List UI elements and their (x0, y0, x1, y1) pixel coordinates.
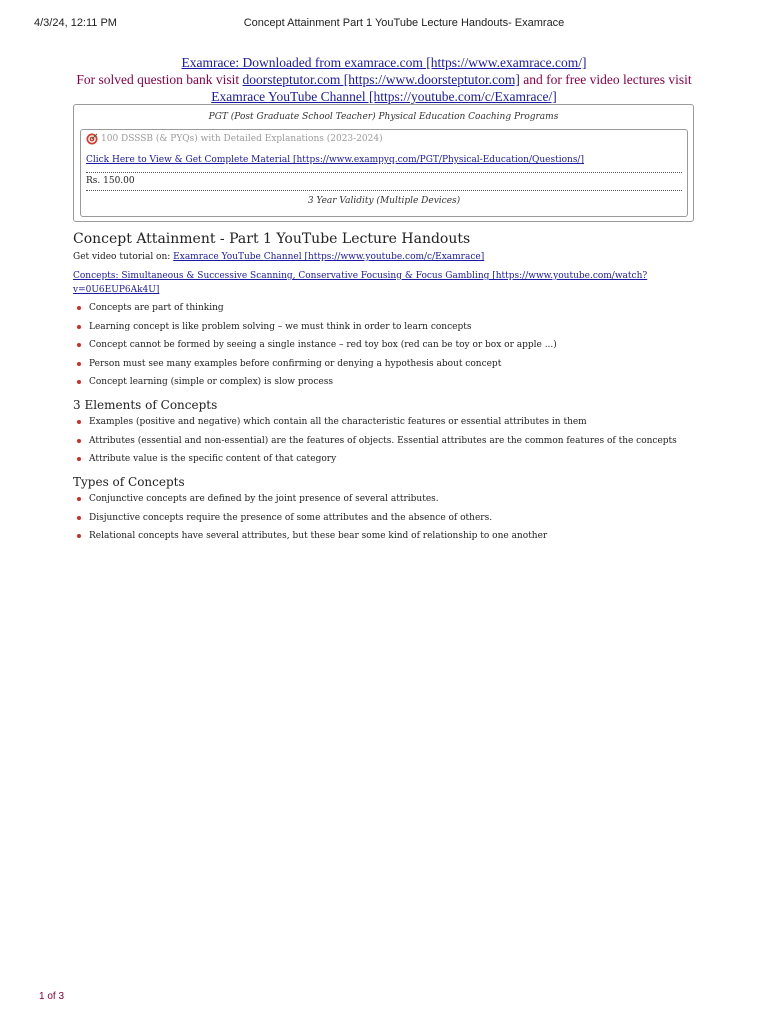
section-heading: Types of Concepts (73, 475, 185, 489)
bullet-icon (77, 497, 81, 501)
concepts-video-link[interactable] (73, 271, 647, 295)
examrace-link[interactable]: Examrace: Downloaded from examrace.com [https://www.examrace.com/] (181, 55, 587, 70)
bullet-icon (77, 516, 81, 520)
bullet-icon (77, 362, 81, 366)
list-item: Learning concept is like problem solving – we must think in order to learn concepts (73, 321, 693, 333)
bullet-icon (77, 343, 81, 347)
list-item: Conjunctive concepts are defined by the joint presence of several attributes. (73, 493, 693, 505)
section-heading: 3 Elements of Concepts (73, 398, 218, 412)
types-list (73, 493, 693, 542)
concepts-link-part2: v=0U6EUP6Ak4U] (73, 285, 160, 295)
youtube-channel-link[interactable]: Examrace YouTube Channel [https://youtube.com/c/Examrace/] (211, 89, 557, 104)
bullet-icon (77, 439, 81, 443)
price: Rs. 150.00 (86, 176, 135, 186)
target-icon (86, 133, 98, 145)
print-title: Concept Attainment Part 1 YouTube Lecture Handouts- Examrace (243, 17, 565, 29)
intro-list (73, 302, 693, 388)
doorsteptutor-link[interactable]: doorsteptutor.com [https://www.doorsteptutor.com] (242, 72, 520, 87)
promo-prefix: For solved question bank visit (76, 72, 243, 87)
bullet-icon (77, 380, 81, 384)
product-card (80, 129, 688, 217)
elements-list (73, 416, 693, 465)
product-name: 100 DSSSB (& PYQs) with Detailed Explanations (2023-2024) (101, 134, 383, 144)
list-item: Relational concepts have several attributes, but these bear some kind of relationship to one another (73, 530, 693, 542)
divider (86, 190, 682, 191)
course-box (73, 104, 694, 222)
divider (86, 172, 682, 173)
print-header (34, 17, 734, 31)
concepts-link-part1: Concepts: Simultaneous & Successive Scanning, Conservative Focusing & Focus Gambling [https://www.youtube.com/watch? (73, 271, 648, 281)
list-item: Concept cannot be formed by seeing a single instance – red toy box (red can be toy or box or apple ...) (73, 339, 693, 351)
list-item: Concepts are part of thinking (73, 302, 693, 314)
program-title: PGT (Post Graduate School Teacher) Physical Education Coaching Programs (208, 112, 559, 122)
page-title: Concept Attainment - Part 1 YouTube Lecture Handouts (73, 231, 471, 247)
bullet-icon (77, 325, 81, 329)
promo-suffix: and for free video lectures visit (519, 72, 692, 87)
video-channel-link[interactable]: Examrace YouTube Channel [https://www.youtube.com/c/Examrace] (173, 252, 485, 262)
article-content (73, 229, 693, 549)
product-row (86, 133, 383, 145)
page-number: 1 of 3 (39, 991, 65, 1002)
material-link[interactable]: Click Here to View & Get Complete Material [https://www.exampyq.com/PGT/Physical-Education/Questions/] (86, 155, 584, 165)
bullet-icon (77, 534, 81, 538)
bullet-icon (77, 420, 81, 424)
list-item: Disjunctive concepts require the presence of some attributes and the absence of others. (73, 512, 693, 524)
list-item: Attributes (essential and non-essential) are the features of objects. Essential attributes are the common features of the concepts (73, 435, 693, 447)
concepts-link-block (73, 269, 693, 297)
print-date: 4/3/24, 12:11 PM (34, 17, 117, 29)
video-line (73, 250, 693, 264)
list-item: Concept learning (simple or complex) is slow process (73, 376, 693, 388)
list-item: Examples (positive and negative) which contain all the characteristic features or essential attributes in them (73, 416, 693, 428)
bullet-icon (77, 457, 81, 461)
list-item: Attribute value is the specific content of that category (73, 453, 693, 465)
validity: 3 Year Validity (Multiple Devices) (307, 196, 461, 206)
list-item: Person must see many examples before confirming or denying a hypothesis about concept (73, 358, 693, 370)
video-prefix: Get video tutorial on: (73, 252, 174, 262)
promo-banner (0, 54, 768, 105)
bullet-icon (77, 306, 81, 310)
